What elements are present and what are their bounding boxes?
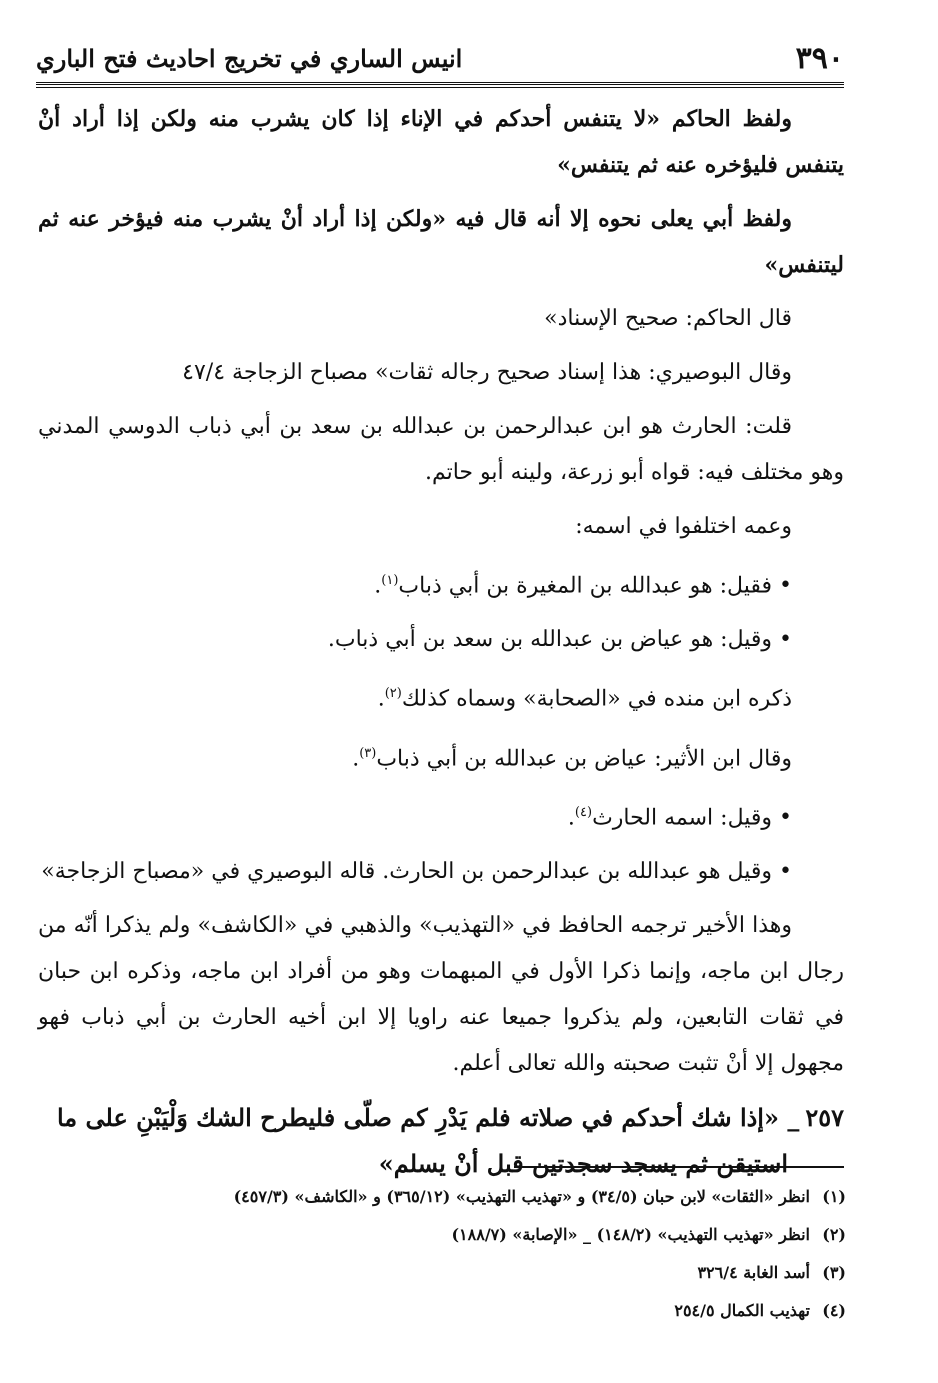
hadith-text-line2: استيقن ثم يسجد سجدتين قبل أنْ يسلم» bbox=[378, 1149, 788, 1179]
paragraph-conclusion: وهذا الأخير ترجمه الحافظ في «التهذيب» والذهبي في «الكاشف» ولم يذكرا أنّه من رجال ابن ماجه، وإنما ذكرا الأول في المبهمات وهو من أفراد ابن ماجه، وذكره ابن حبان في ثقات التابعين، ولم يذكروا جميعا عنه راويا إلا ابن أخيه الحارث بن أبي ذباب فهو مجهول إلا أنْ تثبت صحبته والله تعالى أعلم. bbox=[38, 913, 844, 1077]
paragraph-abu-yala-wording: ولفظ أبي يعلى نحوه إلا أنه قال فيه «ولكن إذا أراد أنْ يشرب منه فيؤخر عنه ثم ليتنفس» bbox=[38, 206, 844, 278]
footnote-number: (٢) bbox=[822, 1225, 846, 1244]
footnote-ref: (٢) bbox=[384, 686, 402, 702]
footnote-number: (٣) bbox=[822, 1263, 846, 1282]
footnote-number: (٤) bbox=[822, 1301, 846, 1320]
list-item: • فقيل: هو عبدالله بن المغيرة بن أبي ذباب$^{(١)}$. bbox=[38, 558, 844, 609]
paragraph-ibn-athir: وقال ابن الأثير: عياض بن عبدالله بن أبي ذباب$^{(٣)}$. bbox=[352, 745, 792, 771]
page-number: ٣٩٠ bbox=[795, 40, 844, 76]
main-text bbox=[38, 96, 844, 1187]
footnotes bbox=[60, 1178, 846, 1330]
footnote-ref: (٤) bbox=[574, 804, 593, 820]
list-item: • وقيل: اسمه الحارث$^{(٤)}$. bbox=[38, 790, 844, 841]
footnote-text: أسد الغابة ٣٢٦/٤ bbox=[697, 1263, 810, 1282]
footnote bbox=[60, 1254, 846, 1292]
footnote-text: انظر «تهذيب التهذيب» (١٤٨/٢) _ «الإصابة» (١٨٨/٧) bbox=[451, 1225, 810, 1244]
paragraph-hakim-grading: قال الحاكم: صحيح الإسناد» bbox=[544, 306, 792, 331]
footnote bbox=[60, 1178, 846, 1216]
footnote-text: انظر «الثقات» لابن حبان (٣٤/٥) و «تهذيب التهذيب» (٣٦٥/١٢) و «الكاشف» (٤٥٧/٣) bbox=[233, 1187, 810, 1206]
hadith-257 bbox=[38, 1095, 844, 1187]
hadith-text-line1: _ «إذا شك أحدكم في صلاته فلم يَدْرِ كم صلّى فليطرح الشك وَلْيَبْنِ على ما bbox=[56, 1103, 800, 1133]
paragraph-uncle-name: وعمه اختلفوا في اسمه: bbox=[575, 514, 792, 539]
hadith-number: ٢٥٧ bbox=[805, 1103, 844, 1133]
page-header bbox=[36, 38, 844, 78]
footnote-ref: (١) bbox=[381, 573, 399, 588]
header-rule bbox=[36, 82, 844, 88]
list-item: • وقيل هو عبدالله بن عبدالرحمن بن الحارث. قاله البوصيري في «مصباح الزجاجة» bbox=[38, 849, 844, 895]
footnote bbox=[60, 1292, 846, 1330]
paragraph-commentary: قلت: الحارث هو ابن عبدالرحمن بن عبدالله بن سعد بن أبي ذباب الدوسي المدني وهو مختلف فيه: قواه أبو زرعة، ولينه أبو حاتم. bbox=[38, 414, 844, 485]
footnote-text: تهذيب الكمال ٢٥٤/٥ bbox=[674, 1301, 810, 1320]
paragraph-ibn-mandah: ذكره ابن منده في «الصحابة» وسماه كذلك$^{(٢)}$. bbox=[377, 686, 792, 712]
paragraph-busiri-grading: وقال البوصيري: هذا إسناد صحيح رجاله ثقات» مصباح الزجاجة ٤٧/٤ bbox=[182, 360, 792, 385]
running-title: انيس الساري في تخريج احاديث فتح الباري bbox=[36, 43, 463, 73]
paragraph-hakim-wording: ولفظ الحاكم «لا يتنفس أحدكم في الإناء إذا كان يشرب منه ولكن إذا أراد أنْ يتنفس فليؤخره عنه ثم يتنفس» bbox=[38, 106, 844, 178]
footnote-separator bbox=[514, 1166, 844, 1168]
footnote bbox=[60, 1216, 846, 1254]
list-item: • وقيل: هو عياض بن عبدالله بن سعد بن أبي ذباب. bbox=[38, 617, 844, 663]
footnote-number: (١) bbox=[822, 1187, 846, 1206]
footnote-ref: (٣) bbox=[359, 745, 377, 761]
